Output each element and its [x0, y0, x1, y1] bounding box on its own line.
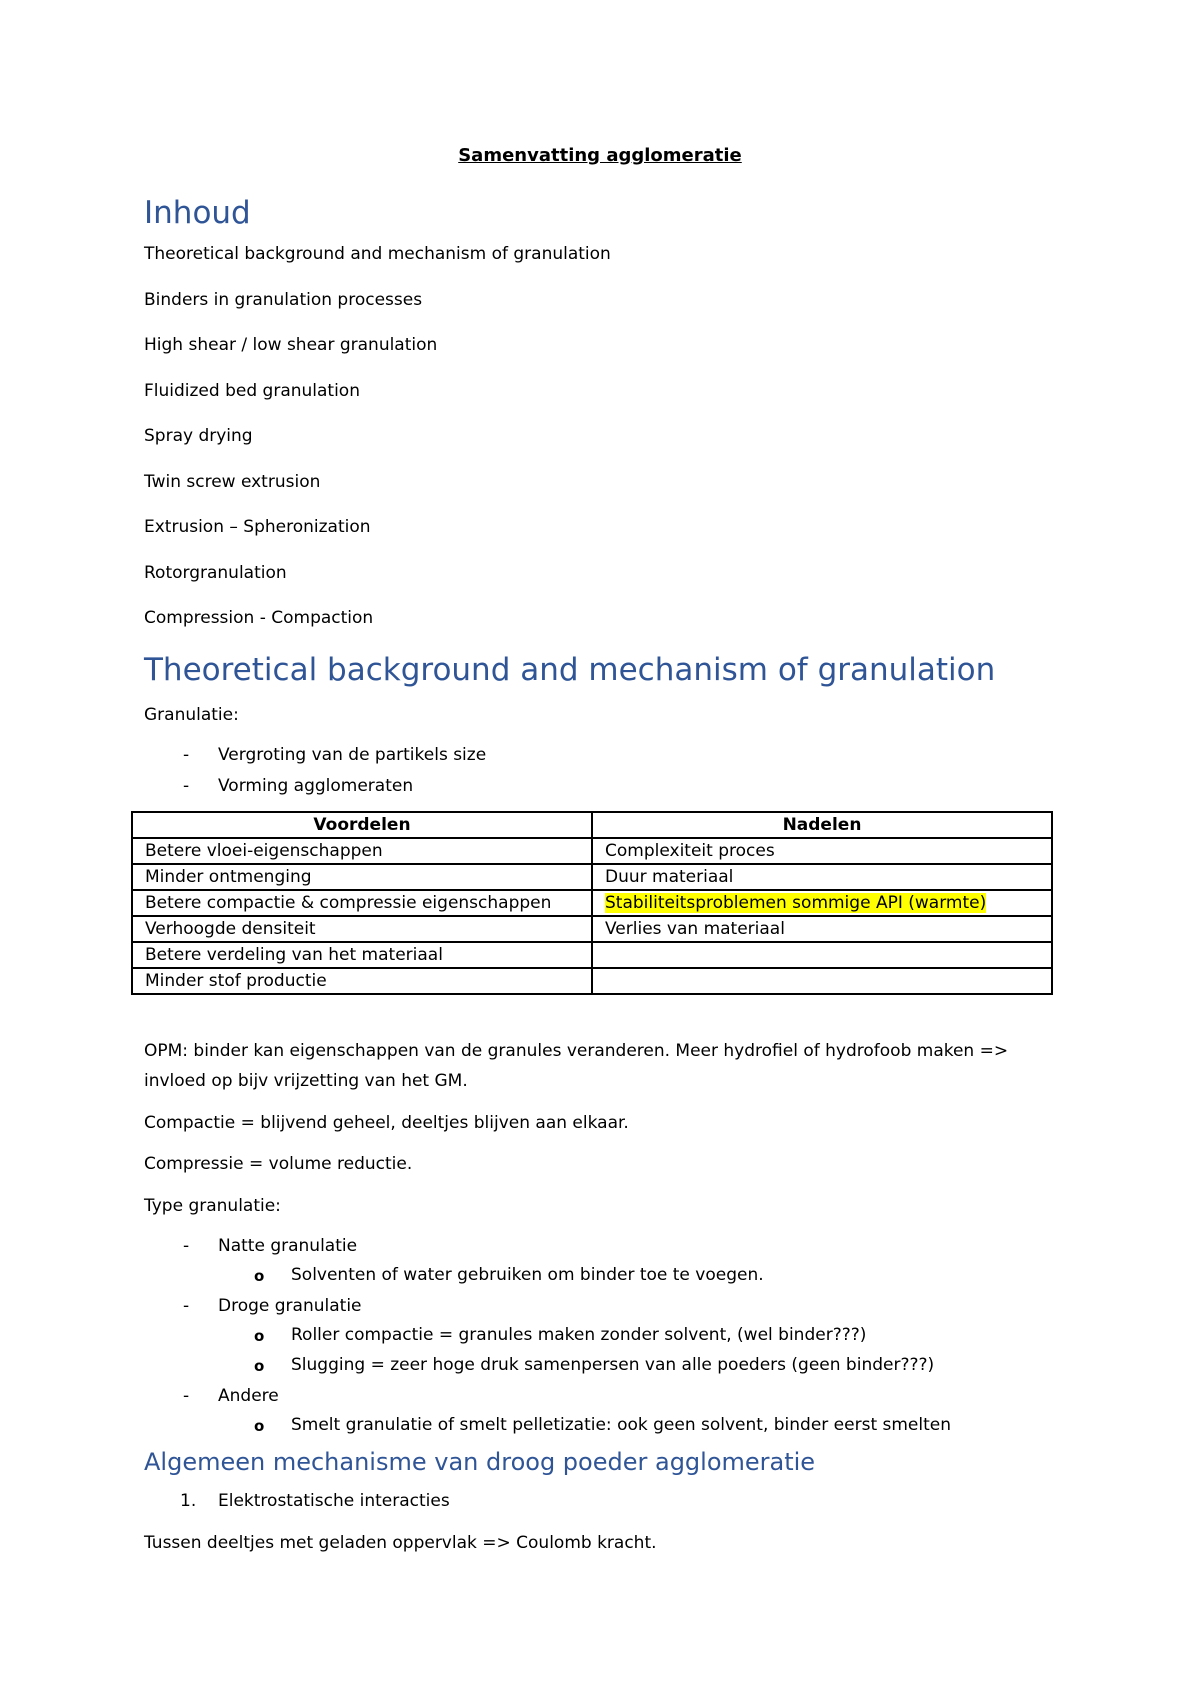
- section-heading: Theoretical background and mechanism of granulation: [144, 652, 996, 688]
- table-cell: Complexiteit proces: [592, 838, 1052, 864]
- table-header-row: [132, 812, 1052, 838]
- bullet-item: Vergroting van de partikels size: [218, 745, 487, 765]
- sub-bullet-item: Slugging = zeer hoge druk samenpersen van alle poeders (geen binder???): [291, 1355, 935, 1375]
- table-row: [132, 968, 1052, 994]
- toc-item[interactable]: Theoretical background and mechanism of granulation: [144, 244, 611, 264]
- toc-item[interactable]: High shear / low shear granulation: [144, 335, 438, 355]
- bullet-item: Vorming agglomeraten: [218, 776, 414, 796]
- table-cell: Verlies van materiaal: [592, 916, 1052, 942]
- toc-item[interactable]: Rotorgranulation: [144, 563, 287, 583]
- bullet-dash: -: [183, 1386, 190, 1406]
- bullet-dash: -: [183, 1236, 190, 1256]
- toc-item[interactable]: Binders in granulation processes: [144, 290, 423, 310]
- table-cell: Verhoogde densiteit: [132, 916, 592, 942]
- bullet-dash: -: [183, 745, 190, 765]
- bullet-dash: -: [183, 1296, 190, 1316]
- bullet-item: Natte granulatie: [218, 1236, 358, 1256]
- table-cell: Betere vloei-eigenschappen: [132, 838, 592, 864]
- toc-heading: Inhoud: [144, 195, 251, 231]
- table-row: [132, 864, 1052, 890]
- sub-bullet-item: Solventen of water gebruiken om binder toe te voegen.: [291, 1265, 764, 1285]
- table-cell: Minder stof productie: [132, 968, 592, 994]
- table-cell: Minder ontmenging: [132, 864, 592, 890]
- sub-bullet-item: Smelt granulatie of smelt pelletizatie: ook geen solvent, binder eerst smelten: [291, 1415, 952, 1435]
- toc-item[interactable]: Twin screw extrusion: [144, 472, 321, 492]
- toc-item[interactable]: Spray drying: [144, 426, 253, 446]
- table-cell: Betere compactie & compressie eigenschappen: [132, 890, 592, 916]
- bullet-item: Andere: [218, 1386, 279, 1406]
- table-cell: Duur materiaal: [592, 864, 1052, 890]
- toc-item[interactable]: Compression - Compaction: [144, 608, 374, 628]
- toc-item[interactable]: Extrusion – Spheronization: [144, 517, 371, 537]
- table-row: [132, 942, 1052, 968]
- table-cell: [592, 942, 1052, 968]
- sub-bullet-mark: o: [254, 1417, 265, 1435]
- bullet-item: Droge granulatie: [218, 1296, 362, 1316]
- list-number: 1.: [180, 1491, 197, 1511]
- toc-item[interactable]: Fluidized bed granulation: [144, 381, 360, 401]
- table-row: [132, 916, 1052, 942]
- paragraph: Compressie = volume reductie.: [144, 1154, 413, 1174]
- table-row: [132, 838, 1052, 864]
- subsection-heading: Algemeen mechanisme van droog poeder agglomeratie: [144, 1448, 816, 1476]
- sub-bullet-item: Roller compactie = granules maken zonder solvent, (wel binder???): [291, 1325, 867, 1345]
- table-cell: Betere verdeling van het materiaal: [132, 942, 592, 968]
- sub-bullet-mark: o: [254, 1327, 265, 1345]
- bullet-dash: -: [183, 776, 190, 796]
- paragraph: Type granulatie:: [144, 1196, 281, 1216]
- sub-bullet-mark: o: [254, 1357, 265, 1375]
- numbered-item: Elektrostatische interacties: [218, 1491, 450, 1511]
- paragraph: OPM: binder kan eigenschappen van de granules veranderen. Meer hydrofiel of hydrofoob maken =>: [144, 1041, 1009, 1061]
- header-voordelen: Voordelen: [132, 812, 592, 838]
- document-title: Samenvatting agglomeratie: [458, 145, 742, 166]
- advantages-table: [131, 811, 1053, 995]
- paragraph: Compactie = blijvend geheel, deeltjes blijven aan elkaar.: [144, 1113, 629, 1133]
- table-cell: [592, 968, 1052, 994]
- highlighted-text: Stabiliteitsproblemen sommige API (warmte): [605, 893, 987, 913]
- paragraph: Tussen deeltjes met geladen oppervlak => Coulomb kracht.: [144, 1533, 657, 1553]
- table-row: [132, 890, 1052, 916]
- header-nadelen: Nadelen: [592, 812, 1052, 838]
- sub-bullet-mark: o: [254, 1267, 265, 1285]
- paragraph: Granulatie:: [144, 705, 239, 725]
- table-cell: [592, 890, 1052, 916]
- paragraph: invloed op bijv vrijzetting van het GM.: [144, 1071, 468, 1091]
